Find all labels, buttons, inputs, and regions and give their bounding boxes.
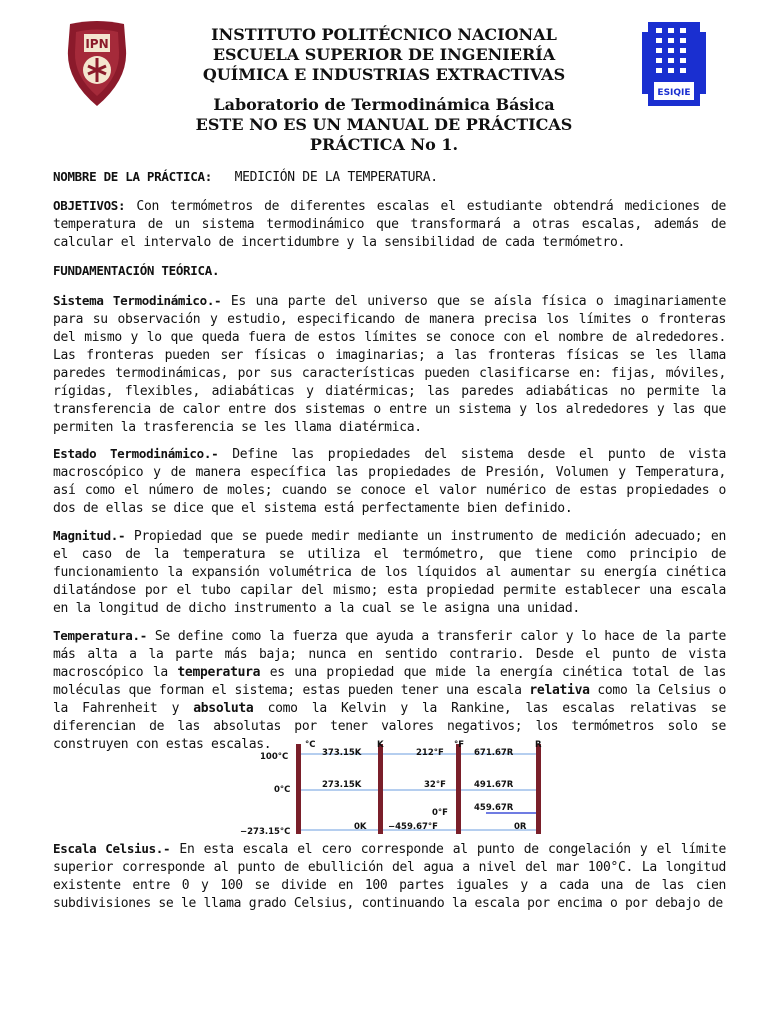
paragraph-estado	[53, 445, 726, 518]
paragraph-magnitud	[53, 527, 726, 618]
text-estado: Define las propiedades del sistema desde el punto de vista macroscópico y de manera específica las propiedades de Presión, Volumen y Temperatura, así como el número de moles; cuando se conoce el valor numérico de estas propiedades o dos de ellas se dice que el sistema está perfectamente bien definido.	[53, 447, 726, 516]
temperatura-bold-3: absoluta	[193, 701, 254, 716]
label-minus273c: −273.15°C	[240, 827, 291, 837]
notice-title: ESTE NO ES UN MANUAL DE PRÁCTICAS	[195, 115, 573, 134]
rankine-thermometer	[536, 744, 541, 834]
label-459r: 459.67R	[474, 803, 514, 813]
esiqie-logo	[638, 20, 710, 108]
term-temperatura: Temperatura.-	[53, 628, 147, 643]
paragraph-celsius	[53, 840, 726, 913]
ipn-logo	[62, 20, 132, 108]
label-0k: 0K	[354, 822, 367, 832]
temperatura-text-1: Se define como la fuerza que ayuda a transferir calor y lo hace de la parte más alta a la parte más baja; nunca en sentido contrario. Desde el punto de vista macroscópico la	[53, 629, 726, 680]
svg-text:IPN: IPN	[85, 37, 109, 51]
text-celsius: En esta escala el cero corresponde al punto de congelación y el límite superior corresponde al punto de ebullición del agua a nivel del mar 100°C. La longitud existente entre 0 y 100 se divide en 100 partes iguales y a cada una de las cien subdivisiones se le llama grado Celsius, continuando la escala por encima o por debajo de	[53, 842, 726, 911]
objectives-label: OBJETIVOS:	[53, 198, 126, 213]
text-magnitud: Propiedad que se puede medir mediante un instrumento de medición adecuado; en el caso de la temperatura se utiliza el termómetro, que tiene como principio de funcionamiento la expansión volumétrica de los líquidos al aumentar su energía cinética dilatándose por el tubo capilar del mismo; esta propiedad permite establecer una escala en la longitud de dicho instrumento a la cual se le asigna una unidad.	[53, 529, 726, 616]
temperatura-text-4: como la Kelvin y la Rankine, las escalas relativas se diferencian de las absolutas por tener valores negativos; los termómetros solo se construyen con estas escalas.	[53, 701, 726, 752]
term-celsius: Escala Celsius.-	[53, 841, 171, 856]
paragraph-temperatura	[53, 627, 726, 754]
lab-title: Laboratorio de Termodinámica Básica	[213, 95, 555, 114]
temperature-scales-figure	[236, 740, 560, 838]
text-sistema: Es una parte del universo que se aísla física o imaginariamente para su observación y estudio, especificando de manera precisa los límites o fronteras del mismo y lo que queda fuera de estos límites se conoce con el nombre de alrededores. Las fronteras pueden ser físicas o imaginarias; a las fronteras físicas se les llama paredes termodinámicas, por sus características pueden clasificarse en: fijas, móviles, rígidas, flexibles, adiabáticas y diatérmicas; las paredes adiabáticas no permite la transferencia de calor entre dos sistemas o entre un sistema y los alrededores y las que permiten la trasferencia se les llama diatérmica.	[53, 294, 726, 435]
temperatura-text-3: como la Celsius o la Fahrenheit y	[53, 683, 726, 716]
label-0r: 0R	[514, 822, 527, 832]
header-kelvin: K	[377, 740, 384, 750]
practice-name-line	[53, 168, 726, 187]
label-212f: 212°F	[416, 748, 444, 758]
objectives-text: Con termómetros de diferentes escalas el estudiante obtendrá mediciones de temperatura de un sistema termodinámico que transformará a otras escalas, además de calcular el intervalo de incertidumbre y la sensibilidad de cada termómetro.	[53, 199, 726, 250]
temperatura-bold-1: temperatura	[177, 665, 261, 680]
temperatura-bold-2: relativa	[529, 683, 590, 698]
label-minus459f: −459.67°F	[388, 822, 438, 832]
objectives-paragraph	[53, 197, 726, 252]
practice-name-label: NOMBRE DE LA PRÁCTICA:	[53, 169, 212, 184]
paragraph-sistema	[53, 292, 726, 437]
label-100c: 100°C	[260, 752, 289, 762]
label-373k: 373.15K	[322, 748, 362, 758]
label-273k: 273.15K	[322, 780, 362, 790]
term-estado: Estado Termodinámico.-	[53, 446, 219, 461]
practice-name-value: MEDICIÓN DE LA TEMPERATURA.	[234, 170, 438, 185]
fahrenheit-thermometer	[456, 744, 461, 834]
label-491r: 491.67R	[474, 780, 514, 790]
label-671r: 671.67R	[474, 748, 514, 758]
school-name-cont: QUÍMICA E INDUSTRIAS EXTRACTIVAS	[202, 65, 566, 84]
section-title: FUNDAMENTACIÓN TEÓRICA.	[53, 263, 220, 278]
school-name: ESCUELA SUPERIOR DE INGENIERÍA	[212, 45, 556, 64]
header-rankine: R	[535, 740, 542, 750]
label-0f: 0°F	[432, 808, 448, 818]
celsius-thermometer	[296, 744, 301, 834]
term-magnitud: Magnitud.-	[53, 528, 126, 543]
label-0c: 0°C	[274, 785, 291, 795]
term-sistema: Sistema Termodinámico.-	[53, 293, 222, 308]
label-32f: 32°F	[424, 780, 446, 790]
temperatura-text-2: es una propiedad que mide la energía cinética total de las moléculas que forman el sistema; estas pueden tener una escala	[53, 665, 726, 698]
header-celsius: °C	[305, 740, 316, 750]
institute-name: INSTITUTO POLITÉCNICO NACIONAL	[211, 25, 557, 44]
practice-number: PRÁCTICA No 1.	[309, 135, 459, 154]
svg-text:ESIQIE: ESIQIE	[657, 88, 691, 98]
header-fahrenheit: °F	[454, 740, 465, 750]
kelvin-thermometer	[378, 744, 383, 834]
